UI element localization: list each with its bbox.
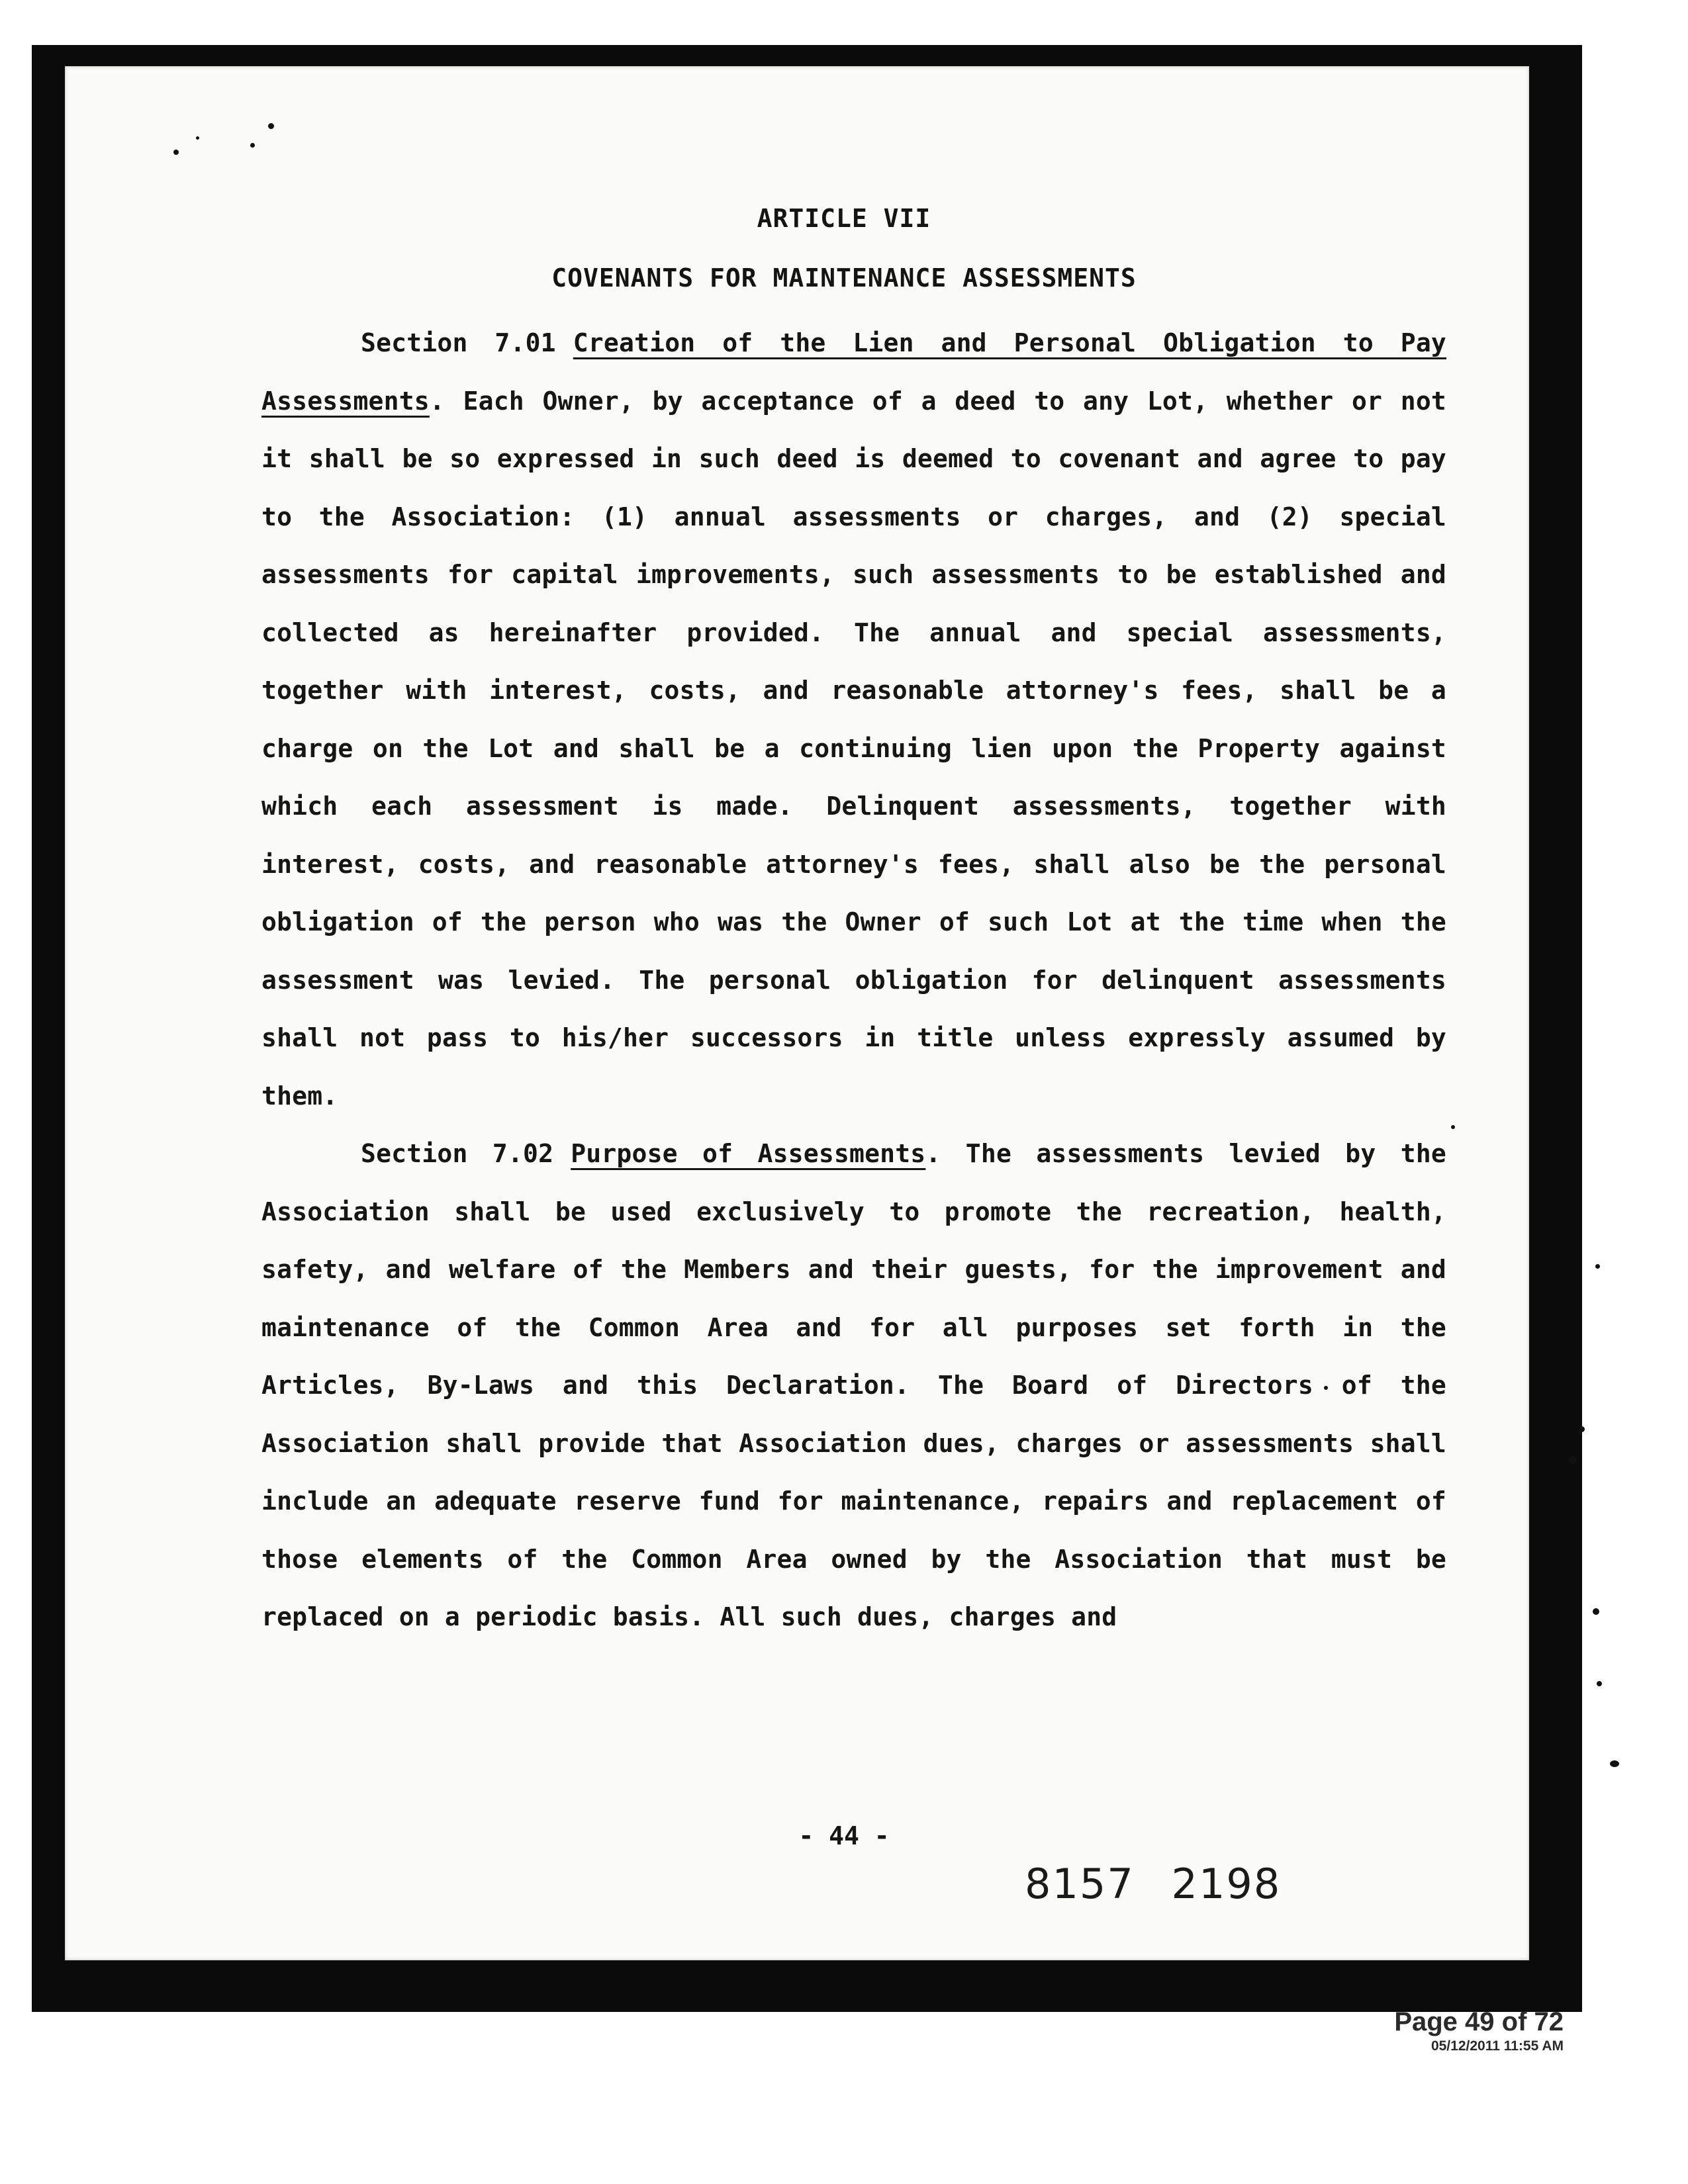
timestamp: 05/12/2011 11:55 AM	[1430, 2038, 1564, 2054]
scan-speck	[1569, 1456, 1577, 1464]
article-title: ARTICLE VII	[757, 204, 931, 233]
book-page-reference: 8157 2198	[1025, 1860, 1282, 1908]
section-paragraph	[261, 314, 1446, 1125]
section-paragraph	[261, 1125, 1446, 1647]
scan-speck	[1593, 1608, 1599, 1615]
scan-speck	[1579, 1426, 1585, 1432]
scan-speck	[1595, 1264, 1600, 1269]
section-text: . The assessments levied by the Association shall be used exclusively to promote the recreation, health, safety, and welfare of the Members and their guests, for the improvement and maintenance of the Common Area and for all purposes set forth in the Articles, By-Laws and this Declaration. The Board of Directors of the Association shall provide that Association dues, charges or assessments shall include an adequate reserve fund for maintenance, repairs and replacement of those elements of the Common Area owned by the Association that must be replaced on a periodic basis. All such dues, charges and	[261, 1139, 1447, 1631]
scan-speck	[1610, 1760, 1619, 1767]
scan-speck	[250, 143, 255, 148]
scan-speck	[196, 136, 199, 140]
scan-speck	[1451, 1125, 1455, 1129]
scan-speck	[268, 123, 274, 129]
section-title: Creation of the Lien and Personal Obligation to Pay Assessments	[261, 328, 1447, 416]
section-number: Section 7.02	[361, 1139, 554, 1168]
page-indicator: Page 49 of 72	[1394, 2007, 1564, 2036]
section-text: . Each Owner, by acceptance of a deed to any Lot, whether or not it shall be so expressed in such deed is deemed to covenant and agree to pay to the Association: (1) annual assessments or charges, and (2) special assessments for capital improvements, such assessments to be established and collected as hereinafter provided. The annual and special assessments, together with interest, costs, and reasonable attorney's fees, shall be a charge on the Lot and shall be a continuing lien upon the Property against which each assessment is made. Delinquent assessments, together with interest, costs, and reasonable attorney's fees, shall also be the personal obligation of the person who was the Owner of such Lot at the time when the assessment was levied. The personal obligation for delinquent assessments shall not pass to his/her successors in title unless expressly assumed by them.	[261, 386, 1446, 1111]
scan-speck	[1597, 1681, 1602, 1686]
article-subtitle: COVENANTS FOR MAINTENANCE ASSESSMENTS	[551, 263, 1137, 293]
document-body	[261, 314, 1446, 1647]
page-number: - 44 -	[798, 1821, 890, 1850]
section-title: Purpose of Assessments	[571, 1139, 926, 1168]
scan-speck	[173, 150, 179, 155]
section-number: Section 7.01	[361, 328, 556, 357]
